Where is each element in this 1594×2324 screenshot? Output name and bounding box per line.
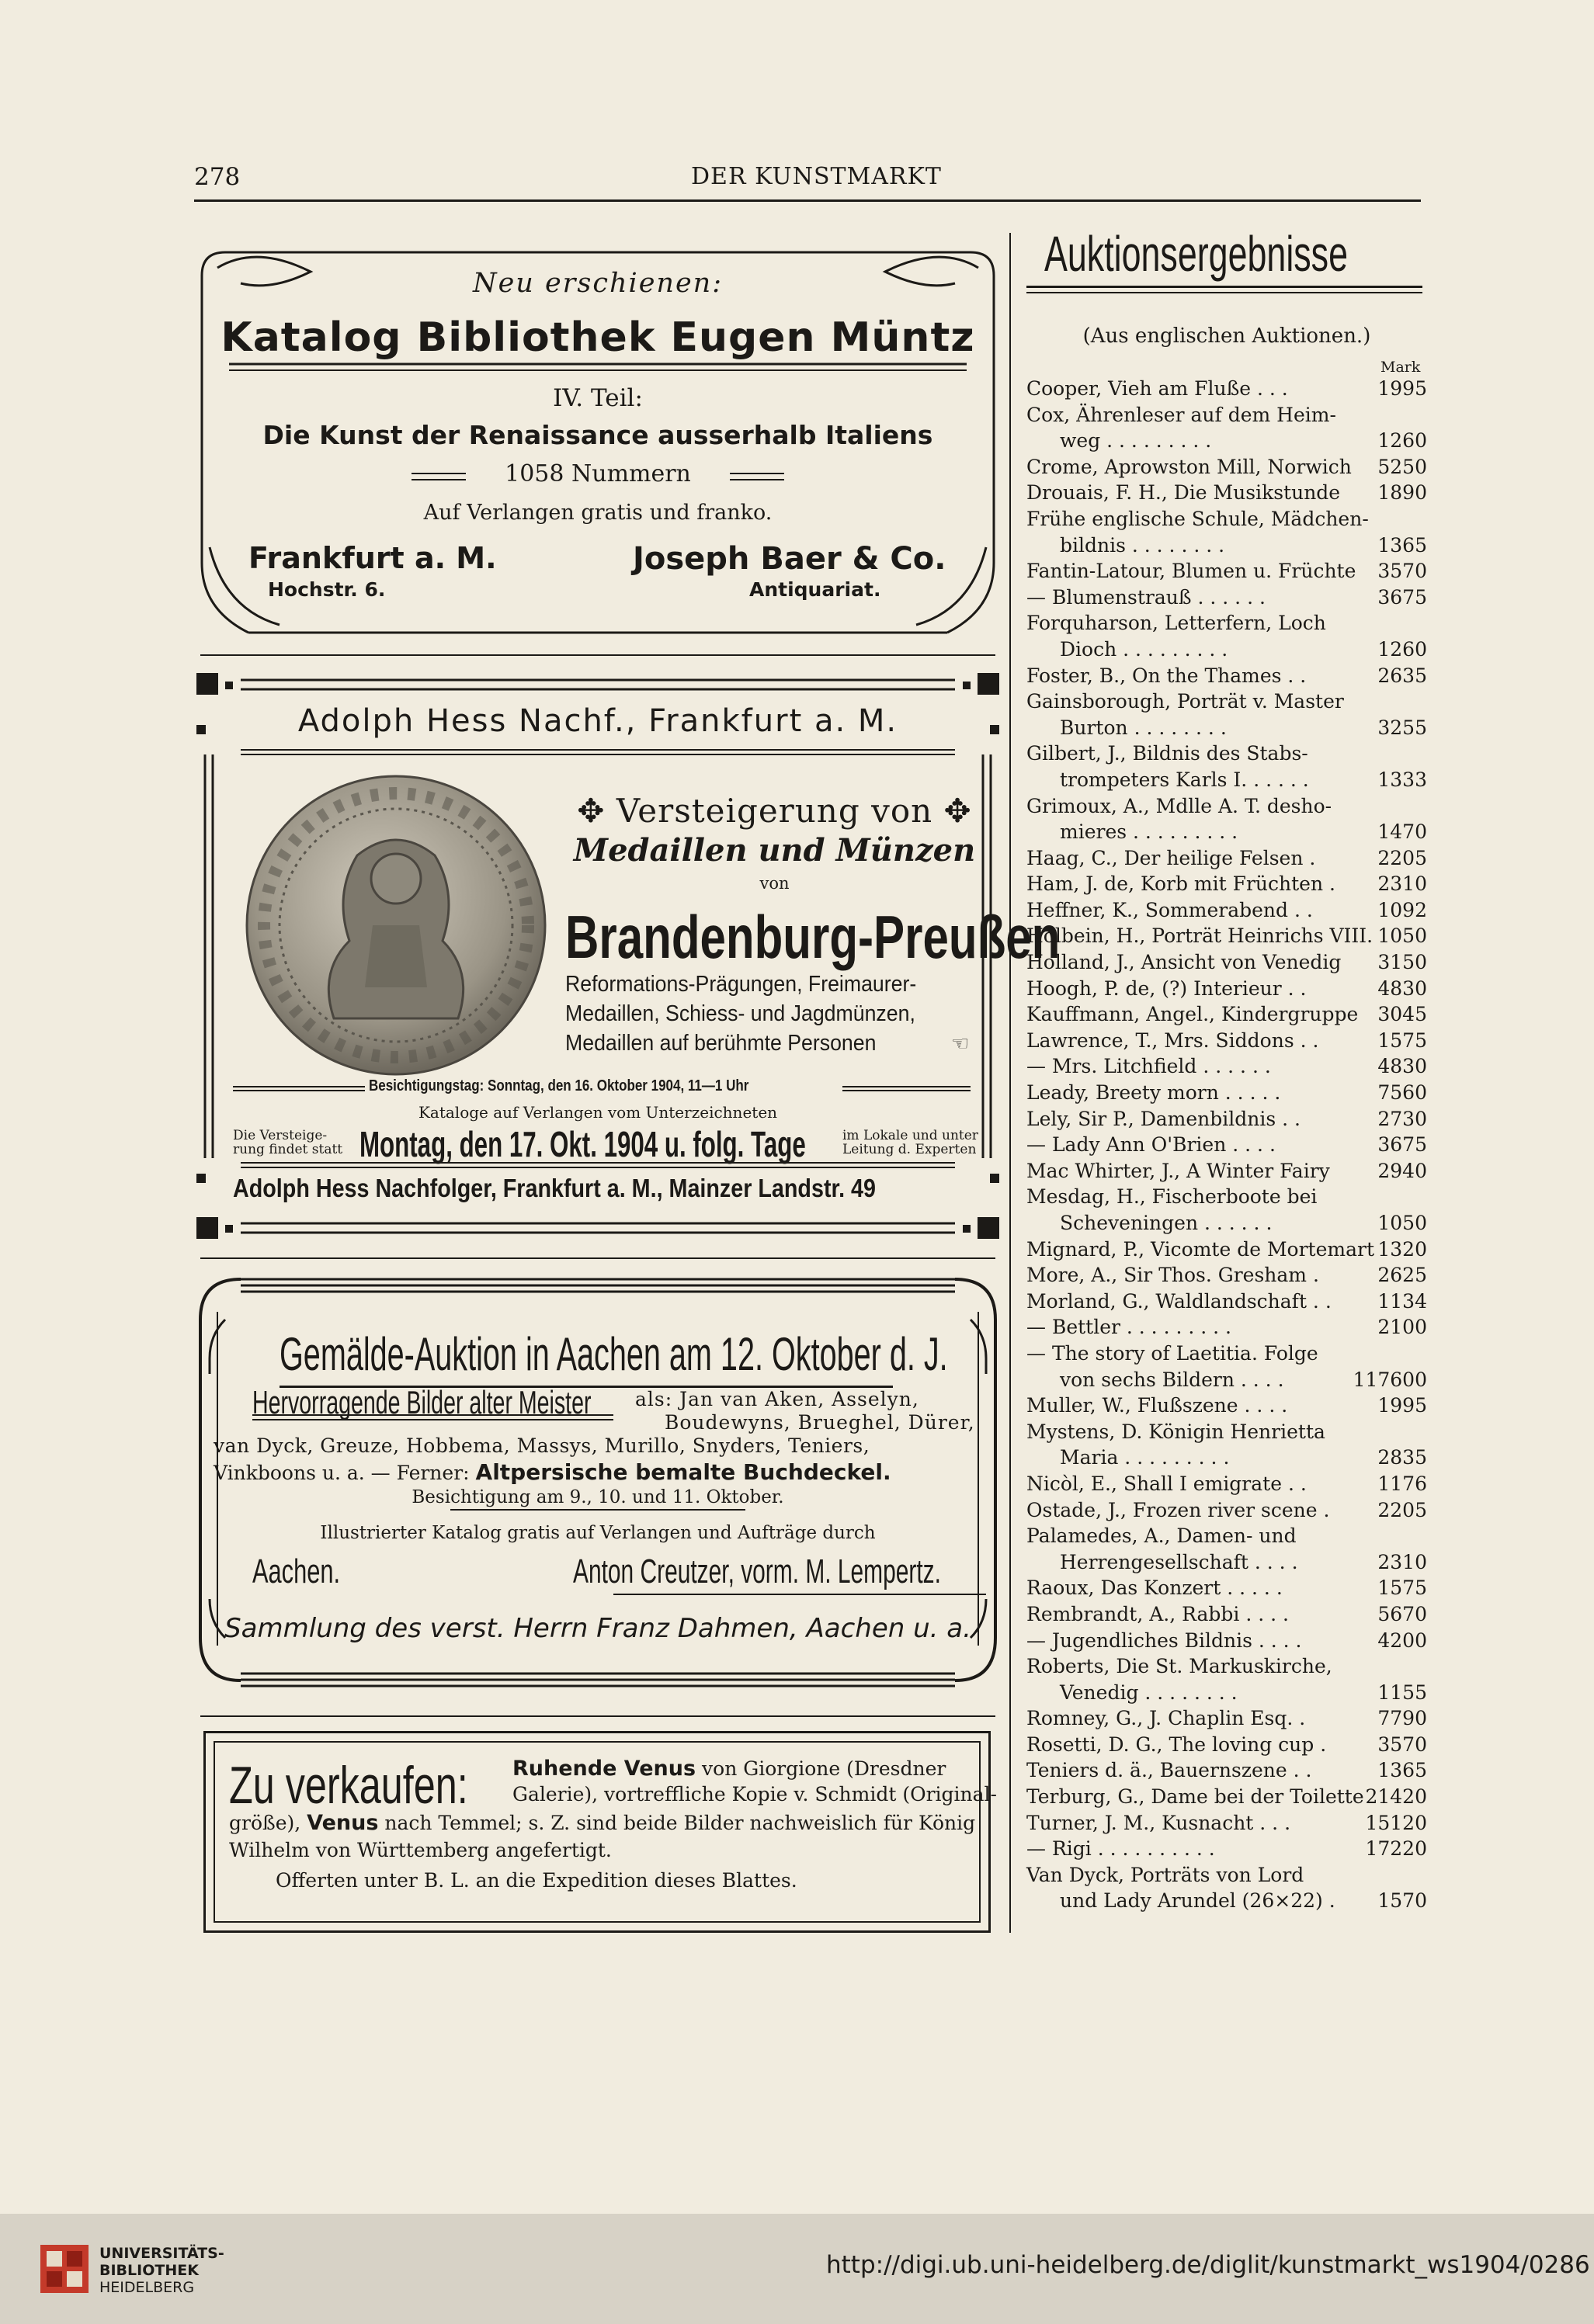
ad-muentz-request: Auf Verlangen gratis und franko.: [423, 501, 773, 525]
ad-aachen-firm: Anton Creutzer, vorm. M. Lempertz.: [573, 1552, 941, 1590]
library-name-2: BIBLIOTHEK: [99, 2262, 199, 2279]
result-title: Roberts, Die St. Markuskirche,: [1026, 1655, 1332, 1678]
result-title: Lawrence, T., Mrs. Siddons . .: [1026, 1028, 1319, 1052]
result-price: 2100: [1377, 1316, 1427, 1339]
result-title: Mesdag, H., Fischerboote bei: [1026, 1185, 1318, 1209]
result-row: [1026, 1575, 1427, 1601]
result-row: [1026, 1888, 1427, 1914]
result-row: [1026, 767, 1427, 793]
result-row: [1026, 428, 1427, 454]
result-price: 3570: [1377, 560, 1427, 583]
result-price: 4830: [1377, 976, 1427, 1000]
result-title: Scheveningen . . . . . .: [1060, 1212, 1273, 1234]
results-title: Auktionsergebnisse: [1044, 226, 1348, 282]
result-price: 1050: [1377, 1212, 1427, 1234]
result-title: Dioch . . . . . . . . .: [1060, 637, 1228, 661]
result-row: [1026, 1705, 1427, 1732]
result-row: [1026, 819, 1427, 845]
result-title: Herrengesellschaft . . . .: [1060, 1550, 1298, 1573]
separator-2: [200, 1257, 995, 1259]
ad-hess-auction: [194, 669, 1061, 1244]
result-row: [1026, 1184, 1427, 1210]
result-price: 2310: [1377, 872, 1427, 896]
result-row: [1026, 663, 1427, 689]
result-price: 2205: [1377, 1498, 1427, 1521]
library-logo-icon: [40, 2245, 89, 2293]
running-title: DER KUNSTMARKT: [691, 163, 942, 190]
result-price: 2940: [1377, 1159, 1427, 1182]
result-row: [1026, 480, 1427, 506]
result-row: [1026, 1471, 1427, 1497]
result-title: — Bettler . . . . . . . . .: [1026, 1316, 1231, 1339]
result-row: [1026, 1628, 1427, 1654]
ad-muentz-count: 1058 Nummern: [505, 460, 691, 487]
result-title: Terburg, G., Dame bei der Toilette: [1026, 1785, 1364, 1809]
result-title: Ostade, J., Frozen river scene .: [1026, 1498, 1330, 1521]
footer: [0, 2214, 1594, 2324]
ad-muentz-subtitle: Die Kunst der Renaissance ausserhalb Italiens: [262, 420, 933, 450]
result-title: Foster, B., On the Thames . .: [1026, 664, 1307, 687]
results-title-rule-1: [1026, 286, 1422, 288]
result-row: [1026, 741, 1427, 767]
ad-aachen-firm-rule: [613, 1594, 986, 1595]
result-price: 3675: [1377, 1133, 1427, 1157]
coin-illustration: [241, 770, 551, 1080]
ad-aachen-sub-big: Hervorragende Bilder alter Meister: [252, 1384, 592, 1420]
result-price: 7790: [1377, 1707, 1427, 1730]
result-row: [1026, 1210, 1427, 1237]
ad-aachen-viewing-rule: [450, 1509, 745, 1511]
result-price: 17220: [1365, 1837, 1427, 1861]
result-row: [1026, 1445, 1427, 1471]
result-title: Drouais, F. H., Die Musikstunde: [1026, 481, 1341, 505]
result-title: Ham, J. de, Korb mit Früchten .: [1026, 872, 1335, 896]
ad-for-sale-venus-1: Ruhende Venus: [512, 1757, 696, 1781]
ad-aachen-auction: [194, 1273, 1002, 1692]
ad-hess-von: von: [759, 874, 790, 893]
ad-aachen-line3-b: Altpersische bemalte Buchdeckel.: [475, 1459, 891, 1485]
results-subtitle: (Aus englischen Auktionen.): [1082, 324, 1371, 348]
result-title: — Blumenstrauß . . . . . .: [1026, 585, 1266, 609]
result-row: [1026, 1367, 1427, 1393]
result-price: 2625: [1377, 1264, 1427, 1287]
result-price: 5670: [1377, 1602, 1427, 1625]
ad-hess-desc-2: Medaillen, Schiess- und Jagdmünzen,: [565, 1001, 915, 1026]
result-title: Mystens, D. Königin Henrietta: [1026, 1420, 1325, 1443]
separator-3: [200, 1715, 995, 1717]
ad-for-sale-venus-2: Venus: [307, 1811, 379, 1835]
result-row: [1026, 1549, 1427, 1576]
ad-hess-date: Montag, den 17. Okt. 1904 u. folg. Tage: [359, 1124, 806, 1164]
result-row: [1026, 1341, 1427, 1367]
result-title: Holland, J., Ansicht von Venedig: [1026, 951, 1342, 974]
result-row: [1026, 793, 1427, 820]
ad-hess-heading-text: Versteigerung von: [616, 792, 933, 830]
result-row: [1026, 1028, 1427, 1054]
result-title: Rosetti, D. G., The loving cup .: [1026, 1733, 1327, 1756]
result-row: [1026, 689, 1427, 715]
result-title: Burton . . . . . . . .: [1060, 716, 1227, 739]
result-price: 2835: [1377, 1446, 1427, 1469]
ad-muentz-title: Katalog Bibliothek Eugen Müntz: [221, 314, 975, 361]
page-number: 278: [194, 163, 241, 191]
result-price: 1575: [1377, 1028, 1427, 1052]
result-row: [1026, 1262, 1427, 1289]
library-name-3: HEIDELBERG: [99, 2279, 195, 2296]
ad-aachen-collection: Sammlung des verst. Herrn Franz Dahmen, Aachen u. a.: [224, 1613, 971, 1644]
result-price: 1890: [1377, 481, 1427, 505]
result-price: 21420: [1365, 1785, 1427, 1809]
result-price: 7560: [1377, 1081, 1427, 1105]
result-title: — Lady Ann O'Brien . . . .: [1026, 1133, 1276, 1157]
result-row: [1026, 1680, 1427, 1706]
result-title: Holbein, H., Porträt Heinrichs VIII.: [1026, 924, 1373, 948]
result-row: [1026, 454, 1427, 480]
result-row: [1026, 845, 1427, 872]
result-title: Gainsborough, Porträt v. Master: [1026, 690, 1344, 713]
result-row: [1026, 1732, 1427, 1758]
result-price: 4200: [1377, 1629, 1427, 1652]
result-title: Kauffmann, Angel., Kindergruppe: [1026, 1003, 1359, 1026]
ad-hess-catalogs: Kataloge auf Verlangen vom Unterzeichneten: [418, 1103, 778, 1122]
result-price: 2310: [1377, 1550, 1427, 1573]
column-divider: [1009, 233, 1011, 1933]
pointing-hand-icon: ☜: [951, 1032, 970, 1056]
result-row: [1026, 1653, 1427, 1680]
result-title: Fantin-Latour, Blumen u. Früchte: [1026, 560, 1356, 583]
result-title: Raoux, Das Konzert . . . . .: [1026, 1577, 1283, 1600]
library-name-1: UNIVERSITÄTS-: [99, 2245, 224, 2262]
result-price: 3150: [1377, 951, 1427, 974]
result-title: — Mrs. Litchfield . . . . . .: [1026, 1055, 1271, 1078]
ad-hess-right-small: im Lokale und unter Leitung d. Experten: [842, 1128, 978, 1157]
ad-muentz-city: Frankfurt a. M.: [248, 541, 497, 575]
ad-aachen-city: Aachen.: [252, 1552, 341, 1590]
result-row: [1026, 610, 1427, 636]
result-row: [1026, 558, 1427, 584]
result-price: 1134: [1377, 1289, 1427, 1313]
ad-hess-left-small: Die Versteige- rung findet statt: [233, 1128, 343, 1157]
result-title: Haag, C., Der heilige Felsen .: [1026, 846, 1316, 869]
result-title: weg . . . . . . . . .: [1060, 429, 1212, 453]
result-title: Gilbert, J., Bildnis des Stabs-: [1026, 742, 1308, 765]
ad-for-sale-line2: Galerie), vortreffliche Kopie v. Schmidt (Original-: [512, 1783, 997, 1805]
result-row: [1026, 1393, 1427, 1419]
result-row: [1026, 584, 1427, 611]
result-row: [1026, 1757, 1427, 1784]
result-price: 1155: [1377, 1681, 1427, 1704]
results-title-rule-2: [1026, 292, 1422, 293]
result-title: bildnis . . . . . . . .: [1060, 533, 1225, 557]
result-row: [1026, 923, 1427, 949]
results-unit: Mark: [1380, 359, 1421, 376]
result-price: 1570: [1377, 1889, 1427, 1913]
result-title: More, A., Sir Thos. Gresham .: [1026, 1264, 1319, 1287]
result-row: [1026, 1862, 1427, 1889]
result-title: Van Dyck, Porträts von Lord: [1026, 1863, 1304, 1886]
result-row: [1026, 1132, 1427, 1158]
result-row: [1026, 1836, 1427, 1862]
result-price: 5250: [1377, 455, 1427, 478]
result-row: [1026, 1784, 1427, 1810]
result-price: 2635: [1377, 664, 1427, 687]
result-price: 1050: [1377, 924, 1427, 948]
ad-for-sale-line1-b: von Giorgione (Dresdner: [702, 1757, 946, 1780]
ad-muentz-neu: Neu erschienen:: [472, 268, 724, 299]
result-price: 1995: [1377, 1394, 1427, 1417]
result-title: Palamedes, A., Damen- und: [1026, 1524, 1297, 1548]
result-title: mieres . . . . . . . . .: [1060, 820, 1238, 844]
result-price: 3045: [1377, 1003, 1427, 1026]
result-price: 1320: [1377, 1237, 1427, 1261]
ad-for-sale-big: Zu verkaufen:: [229, 1756, 468, 1815]
result-row: [1026, 1053, 1427, 1080]
result-price: 1260: [1377, 429, 1427, 453]
result-row: [1026, 1237, 1427, 1263]
result-row: [1026, 897, 1427, 924]
result-row: [1026, 506, 1427, 532]
ad-for-sale-line1: [512, 1757, 946, 1781]
result-row: [1026, 532, 1427, 559]
ad-for-sale-line5: Offerten unter B. L. an die Expedition dieses Blattes.: [276, 1869, 797, 1892]
result-title: Teniers d. ä., Bauernszene . .: [1026, 1759, 1312, 1782]
result-price: 1470: [1377, 820, 1427, 844]
ad-muentz-catalog: [194, 237, 1002, 656]
result-title: Muller, W., Flußszene . . . .: [1026, 1394, 1288, 1417]
ad-hess-desc-1: Reformations-Prägungen, Freimaurer-: [565, 972, 917, 997]
ad-aachen-viewing: Besichtigung am 9., 10. und 11. Oktober.: [412, 1487, 784, 1507]
result-row: [1026, 402, 1427, 428]
result-price: 2730: [1377, 1107, 1427, 1130]
result-price: 1365: [1377, 1759, 1427, 1782]
result-price: 1260: [1377, 637, 1427, 661]
ad-for-sale-line3-c: nach Temmel; s. Z. sind beide Bilder nachweislich für König: [384, 1812, 976, 1834]
result-row: [1026, 1810, 1427, 1837]
ad-muentz-part: IV. Teil:: [553, 384, 643, 412]
separator-1: [200, 654, 995, 656]
result-row: [1026, 871, 1427, 897]
result-price: 3255: [1377, 716, 1427, 739]
ornament-left-icon: ✥: [577, 792, 616, 830]
ad-for-sale-line3-a: größe),: [229, 1812, 301, 1834]
result-title: Forquharson, Letterfern, Loch: [1026, 612, 1326, 635]
result-title: Lely, Sir P., Damenbildnis . .: [1026, 1107, 1301, 1130]
result-title: Turner, J. M., Kusnacht . . .: [1026, 1811, 1291, 1834]
result-price: 1365: [1377, 533, 1427, 557]
ad-muentz-firm-sub: Antiquariat.: [749, 578, 881, 601]
ornament-right-icon: ✥: [932, 792, 972, 830]
header-rule: [194, 199, 1421, 202]
ad-aachen-als-2: Boudewyns, Brueghel, Dürer,: [665, 1411, 975, 1434]
result-title: Hoogh, P. de, (?) Interieur . .: [1026, 976, 1307, 1000]
result-row: [1026, 1289, 1427, 1315]
result-title: Mignard, P., Vicomte de Mortemart: [1026, 1237, 1374, 1261]
result-row: [1026, 1497, 1427, 1524]
result-row: [1026, 715, 1427, 741]
ad-hess-bottom: Adolph Hess Nachfolger, Frankfurt a. M., Mainzer Landstr. 49: [233, 1174, 876, 1202]
ad-hess-desc-3: Medaillen auf berühmte Personen: [565, 1031, 877, 1056]
result-title: Frühe englische Schule, Mädchen-: [1026, 507, 1369, 530]
result-row: [1026, 376, 1427, 402]
result-title: Rembrandt, A., Rabbi . . . .: [1026, 1602, 1290, 1625]
result-price: 1995: [1377, 377, 1427, 400]
result-price: 3675: [1377, 585, 1427, 609]
ad-aachen-line3-a: Vinkboons u. a. — Ferner:: [214, 1462, 470, 1484]
result-row: [1026, 949, 1427, 976]
source-url-link[interactable]: http://digi.ub.uni-heidelberg.de/diglit/kunstmarkt_ws1904/0286: [826, 2251, 1590, 2279]
result-row: [1026, 636, 1427, 663]
result-price: 1575: [1377, 1577, 1427, 1600]
result-price: 2205: [1377, 846, 1427, 869]
result-title: Cooper, Vieh am Fluße . . .: [1026, 377, 1288, 400]
result-title: Morland, G., Waldlandschaft . .: [1026, 1289, 1332, 1313]
result-title: — Rigi . . . . . . . . . .: [1026, 1837, 1215, 1861]
result-row: [1026, 976, 1427, 1002]
result-title: Heffner, K., Sommerabend . .: [1026, 898, 1313, 921]
result-price: 1176: [1377, 1472, 1427, 1495]
ad-aachen-line3: [214, 1459, 891, 1485]
result-title: Grimoux, A., Mdlle A. T. desho-: [1026, 794, 1332, 817]
result-title: Leady, Breety morn . . . . .: [1026, 1081, 1281, 1105]
result-title: Venedig . . . . . . . .: [1060, 1681, 1238, 1704]
result-price: 1333: [1377, 768, 1427, 791]
result-title: — Jugendliches Bildnis . . . .: [1026, 1629, 1302, 1652]
result-price: 4830: [1377, 1055, 1427, 1078]
result-title: Romney, G., J. Chaplin Esq. .: [1026, 1707, 1306, 1730]
result-title: Cox, Ährenleser auf dem Heim-: [1026, 403, 1336, 426]
ad-hess-heading2: Medaillen und Münzen: [573, 832, 976, 869]
ad-aachen-als: als: Jan van Aken, Asselyn,: [635, 1388, 919, 1410]
ad-for-sale-line3: [229, 1811, 975, 1835]
result-title: von sechs Bildern . . . .: [1060, 1368, 1284, 1391]
result-row: [1026, 1080, 1427, 1106]
result-price: 1092: [1377, 898, 1427, 921]
result-row: [1026, 1106, 1427, 1133]
result-title: — The story of Laetitia. Folge: [1026, 1341, 1318, 1365]
ad-muentz-firm: Joseph Baer & Co.: [633, 541, 946, 577]
result-row: [1026, 1314, 1427, 1341]
result-title: Maria . . . . . . . . .: [1060, 1446, 1230, 1469]
ad-hess-heading: [563, 792, 986, 830]
ad-hess-top-title: Adolph Hess Nachf., Frankfurt a. M.: [297, 703, 898, 739]
result-title: und Lady Arundel (26×22) .: [1060, 1889, 1335, 1913]
result-title: Mac Whirter, J., A Winter Fairy: [1026, 1159, 1330, 1182]
results-list: [1026, 376, 1427, 1914]
result-title: Nicòl, E., Shall I emigrate . .: [1026, 1472, 1307, 1495]
result-row: [1026, 1158, 1427, 1185]
result-row: [1026, 1001, 1427, 1028]
ad-aachen-artists: van Dyck, Greuze, Hobbema, Massys, Murillo, Snyders, Teniers,: [214, 1434, 870, 1457]
ad-hess-viewing: Besichtigungstag: Sonntag, den 16. Oktober 1904, 11—1 Uhr: [369, 1077, 749, 1094]
ad-hess-big-title: Brandenburg-Preußen: [565, 903, 1061, 971]
ad-muentz-street: Hochstr. 6.: [268, 578, 386, 601]
result-title: trompeters Karls I. . . . . .: [1060, 768, 1309, 791]
result-title: Crome, Aprowston Mill, Norwich: [1026, 455, 1352, 478]
result-price: 117600: [1353, 1368, 1427, 1391]
result-price: 15120: [1365, 1811, 1427, 1834]
ad-aachen-catalog: Illustrierter Katalog gratis auf Verlangen und Aufträge durch: [320, 1523, 876, 1543]
ad-for-sale-line4: Wilhelm von Württemberg angefertigt.: [229, 1839, 612, 1861]
ad-for-sale: [203, 1731, 997, 1933]
result-row: [1026, 1419, 1427, 1445]
result-row: [1026, 1601, 1427, 1628]
ad-aachen-title: Gemälde-Auktion in Aachen am 12. Oktober d. J.: [280, 1328, 948, 1380]
result-price: 3570: [1377, 1733, 1427, 1756]
result-row: [1026, 1523, 1427, 1549]
